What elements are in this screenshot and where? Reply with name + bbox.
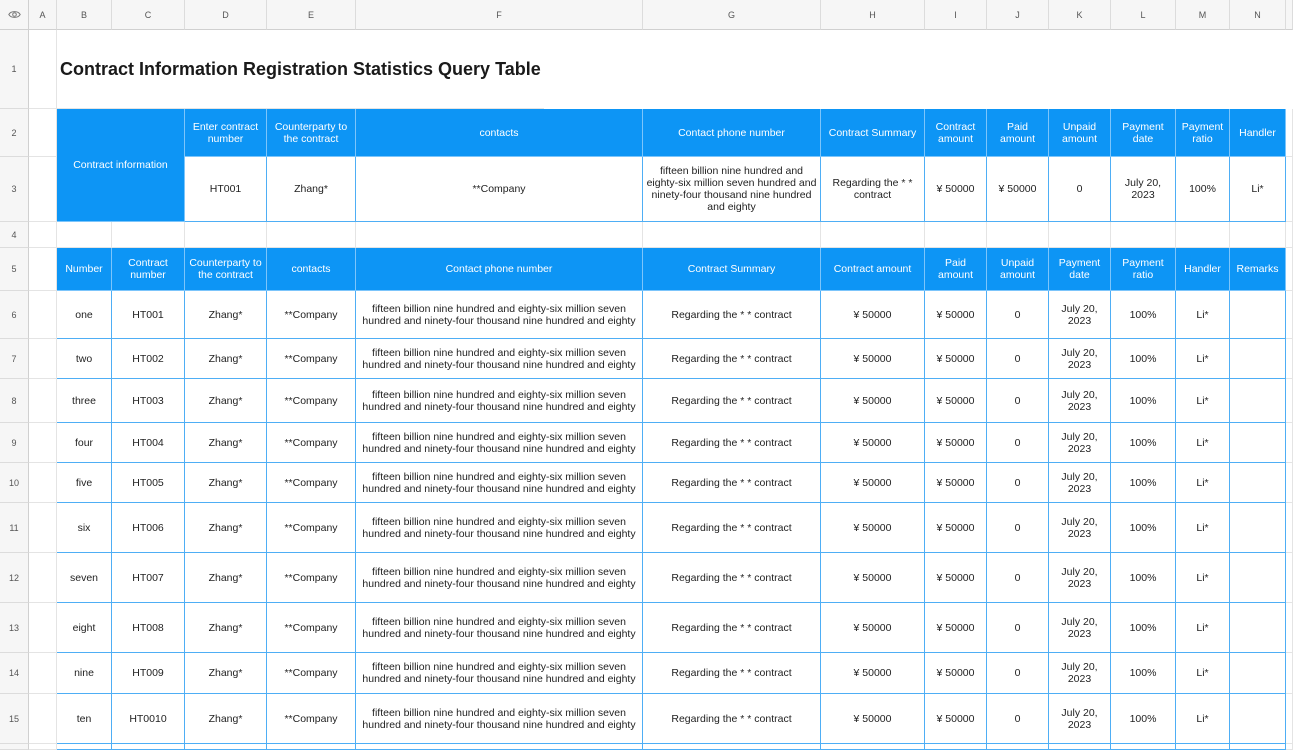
table-cell[interactable]: Li* <box>1176 553 1230 603</box>
table-cell[interactable]: HT009 <box>112 653 185 694</box>
table-cell[interactable]: ¥ 50000 <box>821 553 925 603</box>
table-cell[interactable]: HT005 <box>112 463 185 503</box>
table-cell[interactable]: ¥ 50000 <box>821 339 925 379</box>
table-cell[interactable]: Zhang* <box>185 379 267 423</box>
grid-cell[interactable] <box>925 222 987 248</box>
table-cell-partial[interactable] <box>987 744 1049 750</box>
table-cell[interactable]: HT007 <box>112 553 185 603</box>
table-cell-partial[interactable] <box>1049 744 1111 750</box>
table-cell[interactable]: 0 <box>987 423 1049 463</box>
table-cell[interactable]: **Company <box>267 653 356 694</box>
table-cell[interactable]: Li* <box>1176 463 1230 503</box>
grid-cell[interactable] <box>1286 222 1293 248</box>
grid-cell[interactable] <box>1286 291 1293 339</box>
table-cell[interactable]: Zhang* <box>185 503 267 553</box>
table-header-cell: Number <box>57 248 112 291</box>
query-value-cell[interactable]: HT001 <box>185 157 267 222</box>
table-cell[interactable]: Regarding the * * contract <box>643 423 821 463</box>
table-cell[interactable]: Regarding the * * contract <box>643 503 821 553</box>
grid-cell[interactable] <box>1286 503 1293 553</box>
query-header-cell: Counterparty to the contract <box>267 109 356 157</box>
column-header-h[interactable]: H <box>821 0 925 30</box>
table-cell[interactable]: Regarding the * * contract <box>643 553 821 603</box>
table-cell[interactable]: five <box>57 463 112 503</box>
column-header-b[interactable]: B <box>57 0 112 30</box>
table-cell[interactable]: ¥ 50000 <box>821 503 925 553</box>
table-cell[interactable]: **Company <box>267 423 356 463</box>
column-header-k[interactable]: K <box>1049 0 1111 30</box>
table-cell[interactable]: Regarding the * * contract <box>643 339 821 379</box>
table-cell[interactable] <box>1230 694 1286 744</box>
table-cell[interactable]: July 20, 2023 <box>1049 603 1111 653</box>
row-header-6[interactable]: 6 <box>0 291 29 339</box>
column-header-g[interactable]: G <box>643 0 821 30</box>
query-header-cell: Payment date <box>1111 109 1176 157</box>
table-cell[interactable]: ¥ 50000 <box>925 603 987 653</box>
query-header-cell: Payment ratio <box>1176 109 1230 157</box>
table-cell[interactable]: Regarding the * * contract <box>643 291 821 339</box>
table-cell[interactable]: 100% <box>1111 503 1176 553</box>
table-header-cell: Contract number <box>112 248 185 291</box>
query-header-cell: Paid amount <box>987 109 1049 157</box>
table-cell[interactable]: fifteen billion nine hundred and eighty-six million seven hundred and ninety-four thousand nine hundred and eighty <box>356 503 643 553</box>
table-cell[interactable]: **Company <box>267 553 356 603</box>
row-header-15[interactable]: 15 <box>0 694 29 744</box>
table-cell[interactable]: Regarding the * * contract <box>643 603 821 653</box>
query-value-cell[interactable]: 100% <box>1176 157 1230 222</box>
table-cell-partial[interactable] <box>925 744 987 750</box>
column-header-i[interactable]: I <box>925 0 987 30</box>
row-header-4[interactable]: 4 <box>0 222 29 248</box>
table-cell-partial[interactable] <box>643 744 821 750</box>
row-header-2[interactable]: 2 <box>0 109 29 157</box>
table-cell[interactable] <box>1230 463 1286 503</box>
table-cell[interactable]: 0 <box>987 653 1049 694</box>
grid-cell[interactable] <box>1286 553 1293 603</box>
table-cell-partial[interactable] <box>57 744 112 750</box>
grid-cell[interactable] <box>1286 157 1293 222</box>
query-value-cell[interactable]: **Company <box>356 157 643 222</box>
grid-cell[interactable] <box>1286 339 1293 379</box>
query-value-cell[interactable]: fifteen billion nine hundred and eighty-six million seven hundred and ninety-four thousand nine hundred and eighty <box>643 157 821 222</box>
grid-cell[interactable] <box>1049 222 1111 248</box>
grid-cell[interactable] <box>1286 603 1293 653</box>
grid-cell[interactable] <box>29 291 57 339</box>
query-value-cell[interactable]: 0 <box>1049 157 1111 222</box>
table-cell[interactable]: HT008 <box>112 603 185 653</box>
table-cell[interactable]: 0 <box>987 553 1049 603</box>
table-cell[interactable]: fifteen billion nine hundred and eighty-six million seven hundred and ninety-four thousand nine hundred and eighty <box>356 553 643 603</box>
eye-icon <box>8 10 21 19</box>
table-cell[interactable]: eight <box>57 603 112 653</box>
table-cell-partial[interactable] <box>356 744 643 750</box>
grid-cell[interactable] <box>185 222 267 248</box>
table-cell[interactable]: fifteen billion nine hundred and eighty-six million seven hundred and ninety-four thousand nine hundred and eighty <box>356 603 643 653</box>
grid-cell[interactable] <box>1286 744 1293 750</box>
grid-cell[interactable] <box>1286 463 1293 503</box>
table-cell-partial[interactable] <box>267 744 356 750</box>
table-cell-partial[interactable] <box>1111 744 1176 750</box>
table-header-cell: Payment ratio <box>1111 248 1176 291</box>
table-cell[interactable]: 0 <box>987 503 1049 553</box>
table-cell[interactable]: fifteen billion nine hundred and eighty-six million seven hundred and ninety-four thousand nine hundred and eighty <box>356 379 643 423</box>
table-cell[interactable]: fifteen billion nine hundred and eighty-six million seven hundred and ninety-four thousand nine hundred and eighty <box>356 339 643 379</box>
table-header-cell: Contract amount <box>821 248 925 291</box>
table-header-cell: Contract Summary <box>643 248 821 291</box>
column-header-c[interactable]: C <box>112 0 185 30</box>
table-cell[interactable]: **Company <box>267 694 356 744</box>
table-cell[interactable]: ¥ 50000 <box>821 423 925 463</box>
column-header-m[interactable]: M <box>1176 0 1230 30</box>
table-cell[interactable]: ¥ 50000 <box>925 463 987 503</box>
grid-cell[interactable] <box>29 744 57 750</box>
table-cell[interactable]: Zhang* <box>185 603 267 653</box>
table-cell[interactable]: Regarding the * * contract <box>643 694 821 744</box>
grid-cell[interactable] <box>29 463 57 503</box>
table-cell-partial[interactable] <box>112 744 185 750</box>
table-header-cell: contacts <box>267 248 356 291</box>
table-cell[interactable]: July 20, 2023 <box>1049 503 1111 553</box>
row-header-9[interactable]: 9 <box>0 423 29 463</box>
table-cell[interactable]: 100% <box>1111 553 1176 603</box>
query-header-cell: Contract Summary <box>821 109 925 157</box>
table-cell[interactable]: seven <box>57 553 112 603</box>
table-cell[interactable]: Regarding the * * contract <box>643 379 821 423</box>
grid-cell[interactable] <box>1286 109 1293 157</box>
query-value-cell[interactable]: Regarding the * * contract <box>821 157 925 222</box>
table-cell[interactable]: July 20, 2023 <box>1049 463 1111 503</box>
table-cell[interactable]: ¥ 50000 <box>925 339 987 379</box>
table-cell[interactable]: **Company <box>267 503 356 553</box>
table-cell[interactable]: 0 <box>987 463 1049 503</box>
table-cell[interactable]: July 20, 2023 <box>1049 379 1111 423</box>
row-header-13[interactable]: 13 <box>0 603 29 653</box>
table-cell[interactable] <box>1230 379 1286 423</box>
grid-cell[interactable] <box>29 157 57 222</box>
table-cell[interactable]: HT004 <box>112 423 185 463</box>
table-cell[interactable]: HT002 <box>112 339 185 379</box>
grid-cell[interactable] <box>1176 222 1230 248</box>
table-cell-partial[interactable] <box>1230 744 1286 750</box>
query-header-cell: Unpaid amount <box>1049 109 1111 157</box>
table-cell[interactable]: **Company <box>267 291 356 339</box>
table-cell[interactable]: nine <box>57 653 112 694</box>
row-header-1[interactable]: 1 <box>0 30 29 109</box>
grid-cell[interactable] <box>29 30 57 109</box>
table-cell-partial[interactable] <box>1176 744 1230 750</box>
column-header-l[interactable]: L <box>1111 0 1176 30</box>
table-cell[interactable]: ¥ 50000 <box>925 503 987 553</box>
row-header-14[interactable]: 14 <box>0 653 29 694</box>
table-cell[interactable]: Zhang* <box>185 653 267 694</box>
grid-cell[interactable] <box>29 694 57 744</box>
table-cell[interactable]: ¥ 50000 <box>925 653 987 694</box>
table-cell[interactable] <box>1230 291 1286 339</box>
column-header-e[interactable]: E <box>267 0 356 30</box>
contract-info-label: Contract information <box>57 109 185 222</box>
table-cell[interactable]: fifteen billion nine hundred and eighty-six million seven hundred and ninety-four thousand nine hundred and eighty <box>356 291 643 339</box>
table-cell[interactable]: Zhang* <box>185 339 267 379</box>
table-cell[interactable]: HT0010 <box>112 694 185 744</box>
grid-cell[interactable] <box>29 379 57 423</box>
table-cell[interactable]: Zhang* <box>185 423 267 463</box>
table-cell[interactable]: **Company <box>267 379 356 423</box>
table-cell[interactable]: 100% <box>1111 653 1176 694</box>
grid-cell[interactable] <box>29 222 57 248</box>
query-value-cell[interactable]: ¥ 50000 <box>987 157 1049 222</box>
query-value-cell[interactable]: Li* <box>1230 157 1286 222</box>
table-cell[interactable]: Zhang* <box>185 291 267 339</box>
table-cell-partial[interactable] <box>821 744 925 750</box>
table-cell[interactable]: four <box>57 423 112 463</box>
table-cell[interactable]: three <box>57 379 112 423</box>
table-cell[interactable]: July 20, 2023 <box>1049 423 1111 463</box>
query-value-cell[interactable]: Zhang* <box>267 157 356 222</box>
query-header-cell: Handler <box>1230 109 1286 157</box>
grid-cell[interactable] <box>29 653 57 694</box>
grid-cell[interactable] <box>29 423 57 463</box>
table-cell[interactable]: July 20, 2023 <box>1049 653 1111 694</box>
table-cell[interactable] <box>1230 503 1286 553</box>
table-cell[interactable] <box>1230 553 1286 603</box>
grid-cell[interactable] <box>29 339 57 379</box>
table-header-cell: Unpaid amount <box>987 248 1049 291</box>
table-cell[interactable]: Zhang* <box>185 694 267 744</box>
column-header-j[interactable]: J <box>987 0 1049 30</box>
table-cell[interactable]: Regarding the * * contract <box>643 653 821 694</box>
table-cell[interactable]: July 20, 2023 <box>1049 291 1111 339</box>
query-header-cell: contacts <box>356 109 643 157</box>
table-header-cell: Contact phone number <box>356 248 643 291</box>
column-header-filler <box>1286 0 1293 30</box>
grid-cell[interactable] <box>821 222 925 248</box>
row-header-8[interactable]: 8 <box>0 379 29 423</box>
table-cell[interactable]: two <box>57 339 112 379</box>
table-cell[interactable]: HT003 <box>112 379 185 423</box>
query-value-cell[interactable]: ¥ 50000 <box>925 157 987 222</box>
table-cell[interactable]: 100% <box>1111 423 1176 463</box>
table-cell[interactable]: fifteen billion nine hundred and eighty-six million seven hundred and ninety-four thousand nine hundred and eighty <box>356 423 643 463</box>
grid-cell[interactable] <box>1286 423 1293 463</box>
row-header-10[interactable]: 10 <box>0 463 29 503</box>
grid-cell[interactable] <box>29 109 57 157</box>
grid-cell[interactable] <box>57 222 112 248</box>
table-cell[interactable]: Li* <box>1176 339 1230 379</box>
grid-cell[interactable] <box>356 222 643 248</box>
table-header-cell: Payment date <box>1049 248 1111 291</box>
table-cell[interactable]: 100% <box>1111 339 1176 379</box>
table-cell[interactable]: **Company <box>267 463 356 503</box>
table-cell-partial[interactable] <box>185 744 267 750</box>
table-cell[interactable]: ten <box>57 694 112 744</box>
table-header-cell: Remarks <box>1230 248 1286 291</box>
table-cell[interactable]: July 20, 2023 <box>1049 694 1111 744</box>
table-cell[interactable]: Li* <box>1176 503 1230 553</box>
table-cell[interactable]: fifteen billion nine hundred and eighty-six million seven hundred and ninety-four thousand nine hundred and eighty <box>356 653 643 694</box>
table-cell[interactable] <box>1230 339 1286 379</box>
row-header-5[interactable]: 5 <box>0 248 29 291</box>
table-cell[interactable]: Zhang* <box>185 553 267 603</box>
table-cell[interactable]: 100% <box>1111 694 1176 744</box>
table-cell[interactable]: Regarding the * * contract <box>643 463 821 503</box>
table-cell[interactable]: 100% <box>1111 379 1176 423</box>
table-cell[interactable]: ¥ 50000 <box>821 603 925 653</box>
table-cell[interactable]: Li* <box>1176 423 1230 463</box>
query-header-cell: Contact phone number <box>643 109 821 157</box>
table-cell[interactable]: HT001 <box>112 291 185 339</box>
column-header-f[interactable]: F <box>356 0 643 30</box>
table-cell[interactable]: one <box>57 291 112 339</box>
table-cell[interactable]: Li* <box>1176 379 1230 423</box>
query-header-cell: Enter contract number <box>185 109 267 157</box>
grid-cell[interactable] <box>1286 653 1293 694</box>
grid-cell[interactable] <box>29 248 57 291</box>
table-cell[interactable] <box>1230 603 1286 653</box>
table-cell[interactable]: July 20, 2023 <box>1049 553 1111 603</box>
grid-cell[interactable] <box>29 503 57 553</box>
row-header-7[interactable]: 7 <box>0 339 29 379</box>
table-cell[interactable]: 100% <box>1111 603 1176 653</box>
table-cell[interactable]: ¥ 50000 <box>821 463 925 503</box>
table-cell[interactable]: 0 <box>987 339 1049 379</box>
table-cell[interactable]: six <box>57 503 112 553</box>
grid-cell[interactable] <box>987 222 1049 248</box>
grid-cell[interactable] <box>1286 694 1293 744</box>
table-cell[interactable]: ¥ 50000 <box>925 694 987 744</box>
table-cell[interactable]: Zhang* <box>185 463 267 503</box>
table-cell[interactable]: July 20, 2023 <box>1049 339 1111 379</box>
sheet-title: Contract Information Registration Statistics Query Table <box>57 30 544 109</box>
table-header-cell: Counterparty to the contract <box>185 248 267 291</box>
grid-cell[interactable] <box>1286 379 1293 423</box>
table-cell[interactable]: ¥ 50000 <box>821 694 925 744</box>
table-cell[interactable]: **Company <box>267 603 356 653</box>
table-cell[interactable]: fifteen billion nine hundred and eighty-six million seven hundred and ninety-four thousand nine hundred and eighty <box>356 694 643 744</box>
table-cell[interactable]: ¥ 50000 <box>821 379 925 423</box>
grid-cell[interactable] <box>1286 248 1293 291</box>
grid-cell[interactable] <box>1230 222 1286 248</box>
table-cell[interactable]: 0 <box>987 291 1049 339</box>
row-header-11[interactable]: 11 <box>0 503 29 553</box>
table-cell[interactable] <box>1230 653 1286 694</box>
query-header-cell: Contract amount <box>925 109 987 157</box>
table-cell[interactable]: **Company <box>267 339 356 379</box>
table-cell[interactable]: 0 <box>987 694 1049 744</box>
column-header-n[interactable]: N <box>1230 0 1286 30</box>
table-cell[interactable]: 0 <box>987 603 1049 653</box>
table-cell[interactable]: 0 <box>987 379 1049 423</box>
grid-cell[interactable] <box>1111 222 1176 248</box>
table-cell[interactable]: Li* <box>1176 694 1230 744</box>
table-cell[interactable]: 100% <box>1111 463 1176 503</box>
table-cell[interactable]: ¥ 50000 <box>925 553 987 603</box>
grid-cell[interactable] <box>112 222 185 248</box>
grid-cell[interactable] <box>29 603 57 653</box>
row-header-partial <box>0 744 29 750</box>
row-header-12[interactable]: 12 <box>0 553 29 603</box>
table-cell[interactable]: Li* <box>1176 603 1230 653</box>
grid-cell[interactable] <box>29 553 57 603</box>
table-cell[interactable]: ¥ 50000 <box>925 291 987 339</box>
table-cell[interactable] <box>1230 423 1286 463</box>
column-header-d[interactable]: D <box>185 0 267 30</box>
grid-cell[interactable] <box>267 222 356 248</box>
table-cell[interactable]: ¥ 50000 <box>821 653 925 694</box>
table-cell[interactable]: HT006 <box>112 503 185 553</box>
query-value-cell[interactable]: July 20, 2023 <box>1111 157 1176 222</box>
grid-cell[interactable] <box>643 222 821 248</box>
table-cell[interactable]: ¥ 50000 <box>821 291 925 339</box>
table-header-cell: Paid amount <box>925 248 987 291</box>
select-all-corner[interactable] <box>0 0 29 30</box>
table-cell[interactable]: Li* <box>1176 653 1230 694</box>
table-cell[interactable]: Li* <box>1176 291 1230 339</box>
table-cell[interactable]: ¥ 50000 <box>925 379 987 423</box>
row-header-3[interactable]: 3 <box>0 157 29 222</box>
table-cell[interactable]: 100% <box>1111 291 1176 339</box>
table-cell[interactable]: fifteen billion nine hundred and eighty-six million seven hundred and ninety-four thousand nine hundred and eighty <box>356 463 643 503</box>
column-header-a[interactable]: A <box>29 0 57 30</box>
table-header-cell: Handler <box>1176 248 1230 291</box>
table-cell[interactable]: ¥ 50000 <box>925 423 987 463</box>
